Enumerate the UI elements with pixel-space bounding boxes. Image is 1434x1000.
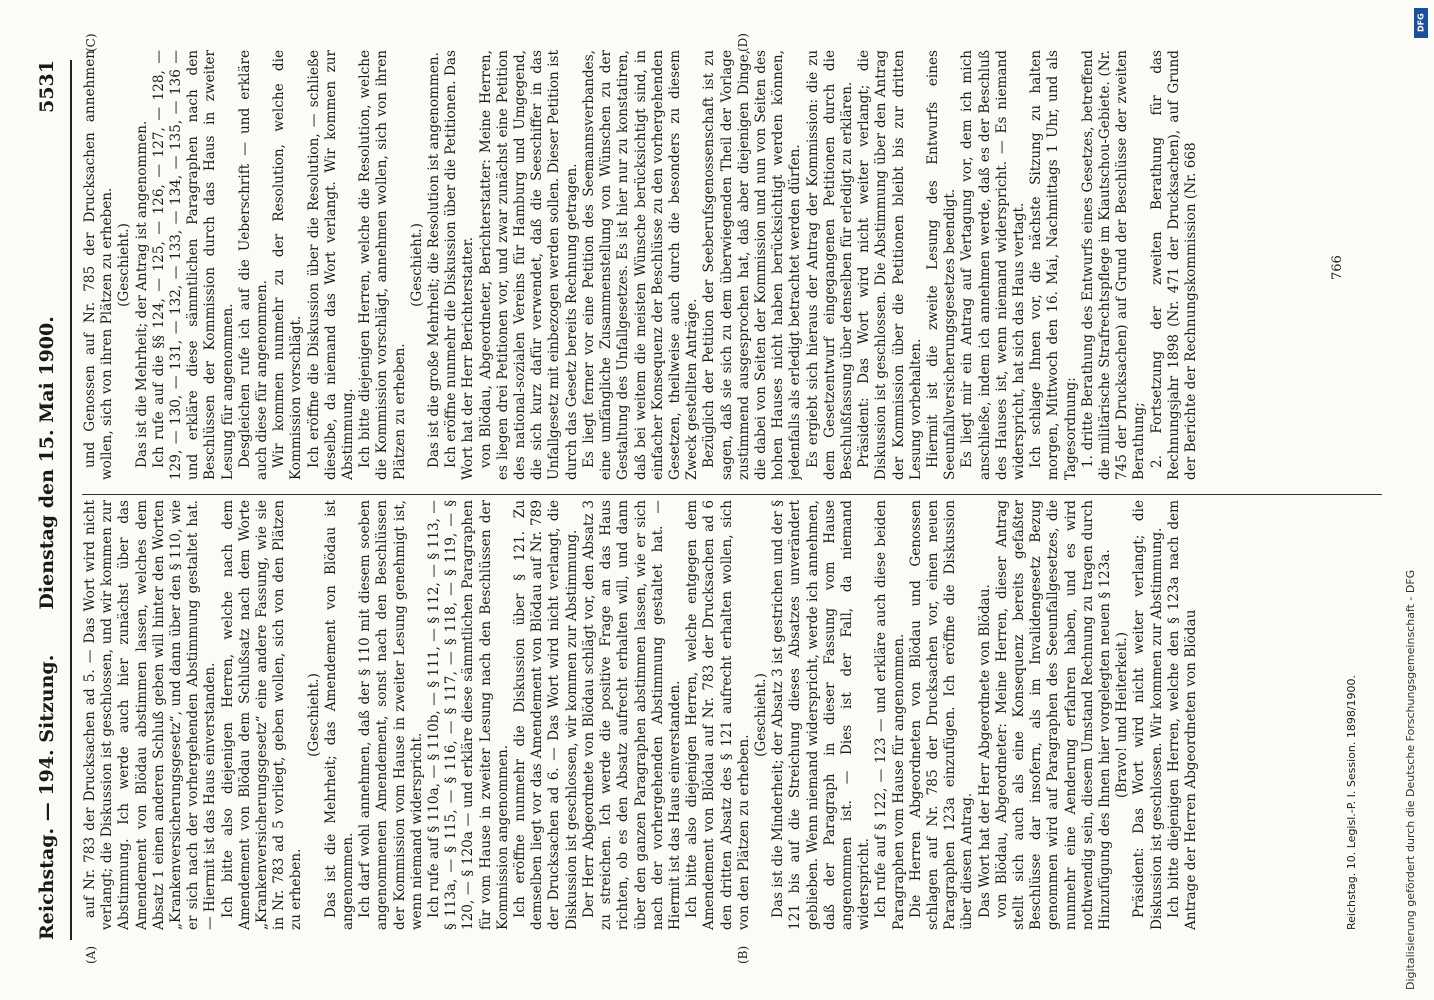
paragraph: Ich darf wohl annehmen, daß der § 110 mit diesem soeben angenommenen Amendement, sonst nach den Beschlüssen der Kommission vom Hause in zweiter Lesung genehmigt ist, wenn niemand widerspricht. <box>357 500 425 930</box>
paragraph: Präsident: Das Wort wird nicht weiter verlangt; die Diskussion ist geschlossen. Wir kommen zur Abstimmung. <box>1131 500 1165 930</box>
paragraph: (Geschieht.) <box>305 673 322 757</box>
paragraph: Ich schlage Ihnen vor, die nächste Sitzung zu halten morgen, Mittwoch den 16. Mai, Nachmittags 1 Uhr, und als Tagesordnung: <box>1028 50 1079 480</box>
paragraph: Hiermit ist die zweite Lesung des Entwurfs eines Seeunfallversicherungsgesetzes beendigt. <box>924 50 959 480</box>
paragraph: Das ist die Mehrheit; das Amendement von Blödau ist angenommen. <box>322 500 357 930</box>
column-divider <box>82 494 1382 495</box>
paragraph: Das Wort hat der Herr Abgeordnete von Blödau. <box>976 584 993 918</box>
paragraph: Ich bitte diejenigen Herren, welche die Resolution, welche die Kommission vorschlägt, annehmen wollen, sich von ihren Plätzen zu erheben. <box>357 50 408 480</box>
paragraph: Es ergiebt sich hieraus der Antrag der Kommission: die zu dem Gesetzentwurf eingegangenen Petitionen durch die Beschlußfassung über denselben für erledigt zu erklären. <box>804 50 855 480</box>
digitization-note: Digitalisierung gefördert durch die Deutsche Forschungsgemeinschaft - DFG <box>1404 569 1417 990</box>
page-number: 5531 <box>36 60 58 113</box>
paragraph: Ich eröffne nunmehr die Diskussion über § 121. Zu demselben liegt vor das Amendement von Blödau auf Nr. 789 der Drucksachen ad 6. — Das Wort wird nicht verlangt, die Diskussion ist geschlossen, wir kommen zur Abstimmung. <box>512 500 580 930</box>
paragraph: Präsident: Das Wort wird nicht weiter verlangt; die Diskussion ist geschlossen. Die Abstimmung über den Antrag der Kommission über die Petitionen bleibt bis zur dritten Lesung vorbehalten. <box>856 50 924 480</box>
margin-marker-d: (D) <box>736 33 750 52</box>
paragraph: Ich eröffne die Diskussion über die Resolution, — schließe dieselbe, da niemand das Wort verlangt. Wir kommen zur Abstimmung. <box>305 50 357 480</box>
paragraph: (Geschieht.) <box>408 223 425 307</box>
paragraph: Ich bitte diejenigen Herren, welche den § 123a nach dem Antrage der Herren Abgeordneten von Blödau <box>1165 500 1199 930</box>
header-session-title: Reichstag. — 194. Sitzung. <box>36 654 58 940</box>
paragraph: Das ist die große Mehrheit; die Resolution ist angenommen. <box>426 52 443 468</box>
margin-marker-c: (C) <box>84 33 98 52</box>
header-date-text: Dienstag den 15. Mai 1900. <box>36 316 58 610</box>
header-rule <box>70 60 72 940</box>
paragraph: Der Herr Abgeordnete von Blödau schlägt vor, den Absatz 3 zu streichen. Ich werde die positive Frage an das Haus richten, ob es den Absatz aufrecht erhalten will, und dann über den ganzen Paragraphen abstimmen lassen, wie er sich nach der vorhergehenden Abstimmung gestaltet hat. — Hiermit ist das Haus einverstanden. <box>580 500 683 930</box>
paragraph: 2. Fortsetzung der zweiten Berathung für das Rechnungsjahr 1898 (Nr. 471 der Drucksachen), auf Grund der Berichte der Rechnungskommission (Nr. 668 <box>1148 50 1199 480</box>
paragraph: Es liegt mir ein Antrag auf Vertagung vor, dem ich mich anschließe, indem ich annehmen werde, daß es der Beschluß des Hauses ist, wenn niemand widerspricht. — Es niemand widerspricht, hat sich das Haus vertagt. <box>959 50 1027 480</box>
paragraph: Ich rufe auf die §§ 124, — 125, — 126, — 127, — 128, — 129, — 130, — 131, — 132, — 133, — 134, — 135, — 136 — und erkläre diese sämmtlichen Paragraphen nach den Beschlüssen der Kommission durch das Haus in zweiter Lesung für angenommen. <box>150 50 236 480</box>
paragraph: Bezüglich der Petition der Seeberufsgenossenschaft ist zu sagen, daß sie sich zu dem überwiegenden Theil der Vorlage zustimmend ausgesprochen hat, daß aber diejenigen Dinge, die dabei von Seiten der Kommission und nun von Seiten des hohen Hauses nicht haben berücksichtigt werden können, jedenfalls als erledigt betrachtet werden dürfen. <box>701 50 804 480</box>
left-column <box>82 500 1382 930</box>
paragraph: (Bravo! und Heiterkeit.) <box>1114 631 1131 799</box>
paragraph: Ich rufe auf § 110a, — § 110b, — § 111, — § 112, — § 113, — § 113a, — § 115, — § 116, — § 117, — § 118, — § 119, — § 120, — § 120a — und erkläre diese sämmtlichen Paragraphen für vom Hause in zweiter Lesung nach den Beschlüssen der Kommission angenommen. <box>426 500 511 930</box>
paragraph: Wir kommen nunmehr zu der Resolution, welche die Kommission vorschlägt. <box>271 50 305 480</box>
paragraph: Desgleichen rufe ich auf die Ueberschrift — und erkläre auch diese für angenommen. <box>236 50 271 480</box>
paragraph: und Genossen auf Nr. 785 der Drucksachen annehmen wollen, sich von ihren Plätzen zu erheben. <box>82 50 116 480</box>
paragraph: (Geschieht.) <box>116 223 133 307</box>
paragraph: Ich bitte also diejenigen Herren, welche nach dem Amendement von Blödau dem Schlußsatz nach dem Worte „Krankenversicherungsgesetz“ eine andere Fassung, wie sie in Nr. 783 ad 5 vorliegt, geben wollen, sich von den Plätzen zu erheben. <box>219 500 305 930</box>
page-header <box>36 60 66 940</box>
paragraph: Ich bitte also diejenigen Herren, welche entgegen dem Amendement von Blödau auf Nr. 783 der Drucksachen ad 6 den dritten Absatz des § 121 aufrecht erhalten wollen, sich von den Plätzen zu erheben. <box>684 500 752 930</box>
paragraph: von Blödau, Abgeordneter, Berichterstatter: Meine Herren, es liegen drei Petitionen vor, und zwar zunächst eine Petition des national-sozialen Vereins für Hamburg und Umgegend, die sich kurz dafür verwendet, daß die Seeschiffer in das Unfallgesetz mit einbezogen werden sollen. Dieser Petition ist durch das Gesetz bereits Rechnung getragen. <box>477 50 580 480</box>
signature-number: 766 <box>1330 255 1345 280</box>
paragraph: Die Herren Abgeordneten von Blödau und Genossen schlagen auf Nr. 785 der Drucksachen vor, einen neuen Paragraphen 123a einzufügen. Ich eröffne die Diskussion über diesen Antrag. <box>907 500 976 930</box>
footnote: Reichstag. 10. Legisl.-P. I. Session. 1898/1900. <box>1345 674 1358 930</box>
paragraph: auf Nr. 783 der Drucksachen ad 5. — Das Wort wird nicht verlangt; die Diskussion ist geschlossen, und wir kommen zur Abstimmung. Ich werde auch hier zunächst über das Amendement von Blödau abstimmen lassen, welches dem Absatz 1 einen anderen Schluß geben will hinter den Worten „Krankenversicherungsgesetz“, und dann über den § 110, wie er sich nach der vorhergehenden Abstimmung gestaltet hat. — Hiermit ist das Haus einverstanden. <box>82 500 219 930</box>
paragraph: Das ist die Minderheit; der Absatz 3 ist gestrichen und der § 121 bis auf die Streichung dieses Absatzes unverändert geblieben. Wenn niemand widerspricht, werde ich annehmen, daß der Paragraph in dieser Fassung vom Hause angenommen ist. — Dies ist der Fall, da niemand widerspricht. <box>770 500 873 930</box>
paragraph: (Geschieht.) <box>752 673 769 757</box>
paragraph: Ich eröffne nunmehr die Diskussion über die Petitionen. Das Wort hat der Herr Berichterstatter. <box>443 50 477 480</box>
right-column <box>82 50 1382 480</box>
margin-marker-b: (B) <box>736 945 750 964</box>
paragraph: Es liegt ferner vor eine Petition des Seemannsverbandes, eine umfängliche Zusammenstellung von Wünschen zu der Gestaltung des Unfallgesetzes. Es ist hier nur zu konstatiren, daß bei weitem die meisten Wünsche berücksichtigt sind, in einfacher Konsequenz der Beschlüsse zu den vorhergehenden Gesetzen, theilweise auch durch die besonders zu diesem Zweck gestellten Anträge. <box>580 50 701 480</box>
dfg-logo: DFG <box>1414 8 1428 38</box>
margin-marker-a: (A) <box>84 945 98 964</box>
header-date <box>36 60 58 610</box>
paragraph: Ich rufe auf § 122, — 123 — und erkläre auch diese beiden Paragraphen vom Hause für angenommen. <box>873 500 907 930</box>
paragraph: von Blödau, Abgeordneter: Meine Herren, dieser Antrag stellt sich auch als eine Konsequenz bereits gefaßter Beschlüsse dar insofern, als im Invalidengesetz Bezug genommen wird auf Paragraphen des Seeunfallgesetzes, die nunmehr eine Aenderung erfahren haben, und es wird nothwendig sein, diesem Umstand Rechnung zu tragen durch Hinzufügung des Ihnen hier vorgelegten neuen § 123a. <box>993 500 1113 930</box>
paragraph: 1. dritte Berathung des Entwurfs eines Gesetzes, betreffend die militärische Strafrechtspflege im Kiautschou-Gebiete. (Nr. 745 der Drucksachen) auf Grund der Beschlüsse der zweiten Berathung; <box>1079 50 1148 480</box>
paragraph: Das ist die Mehrheit; der Antrag ist angenommen. <box>133 120 150 468</box>
